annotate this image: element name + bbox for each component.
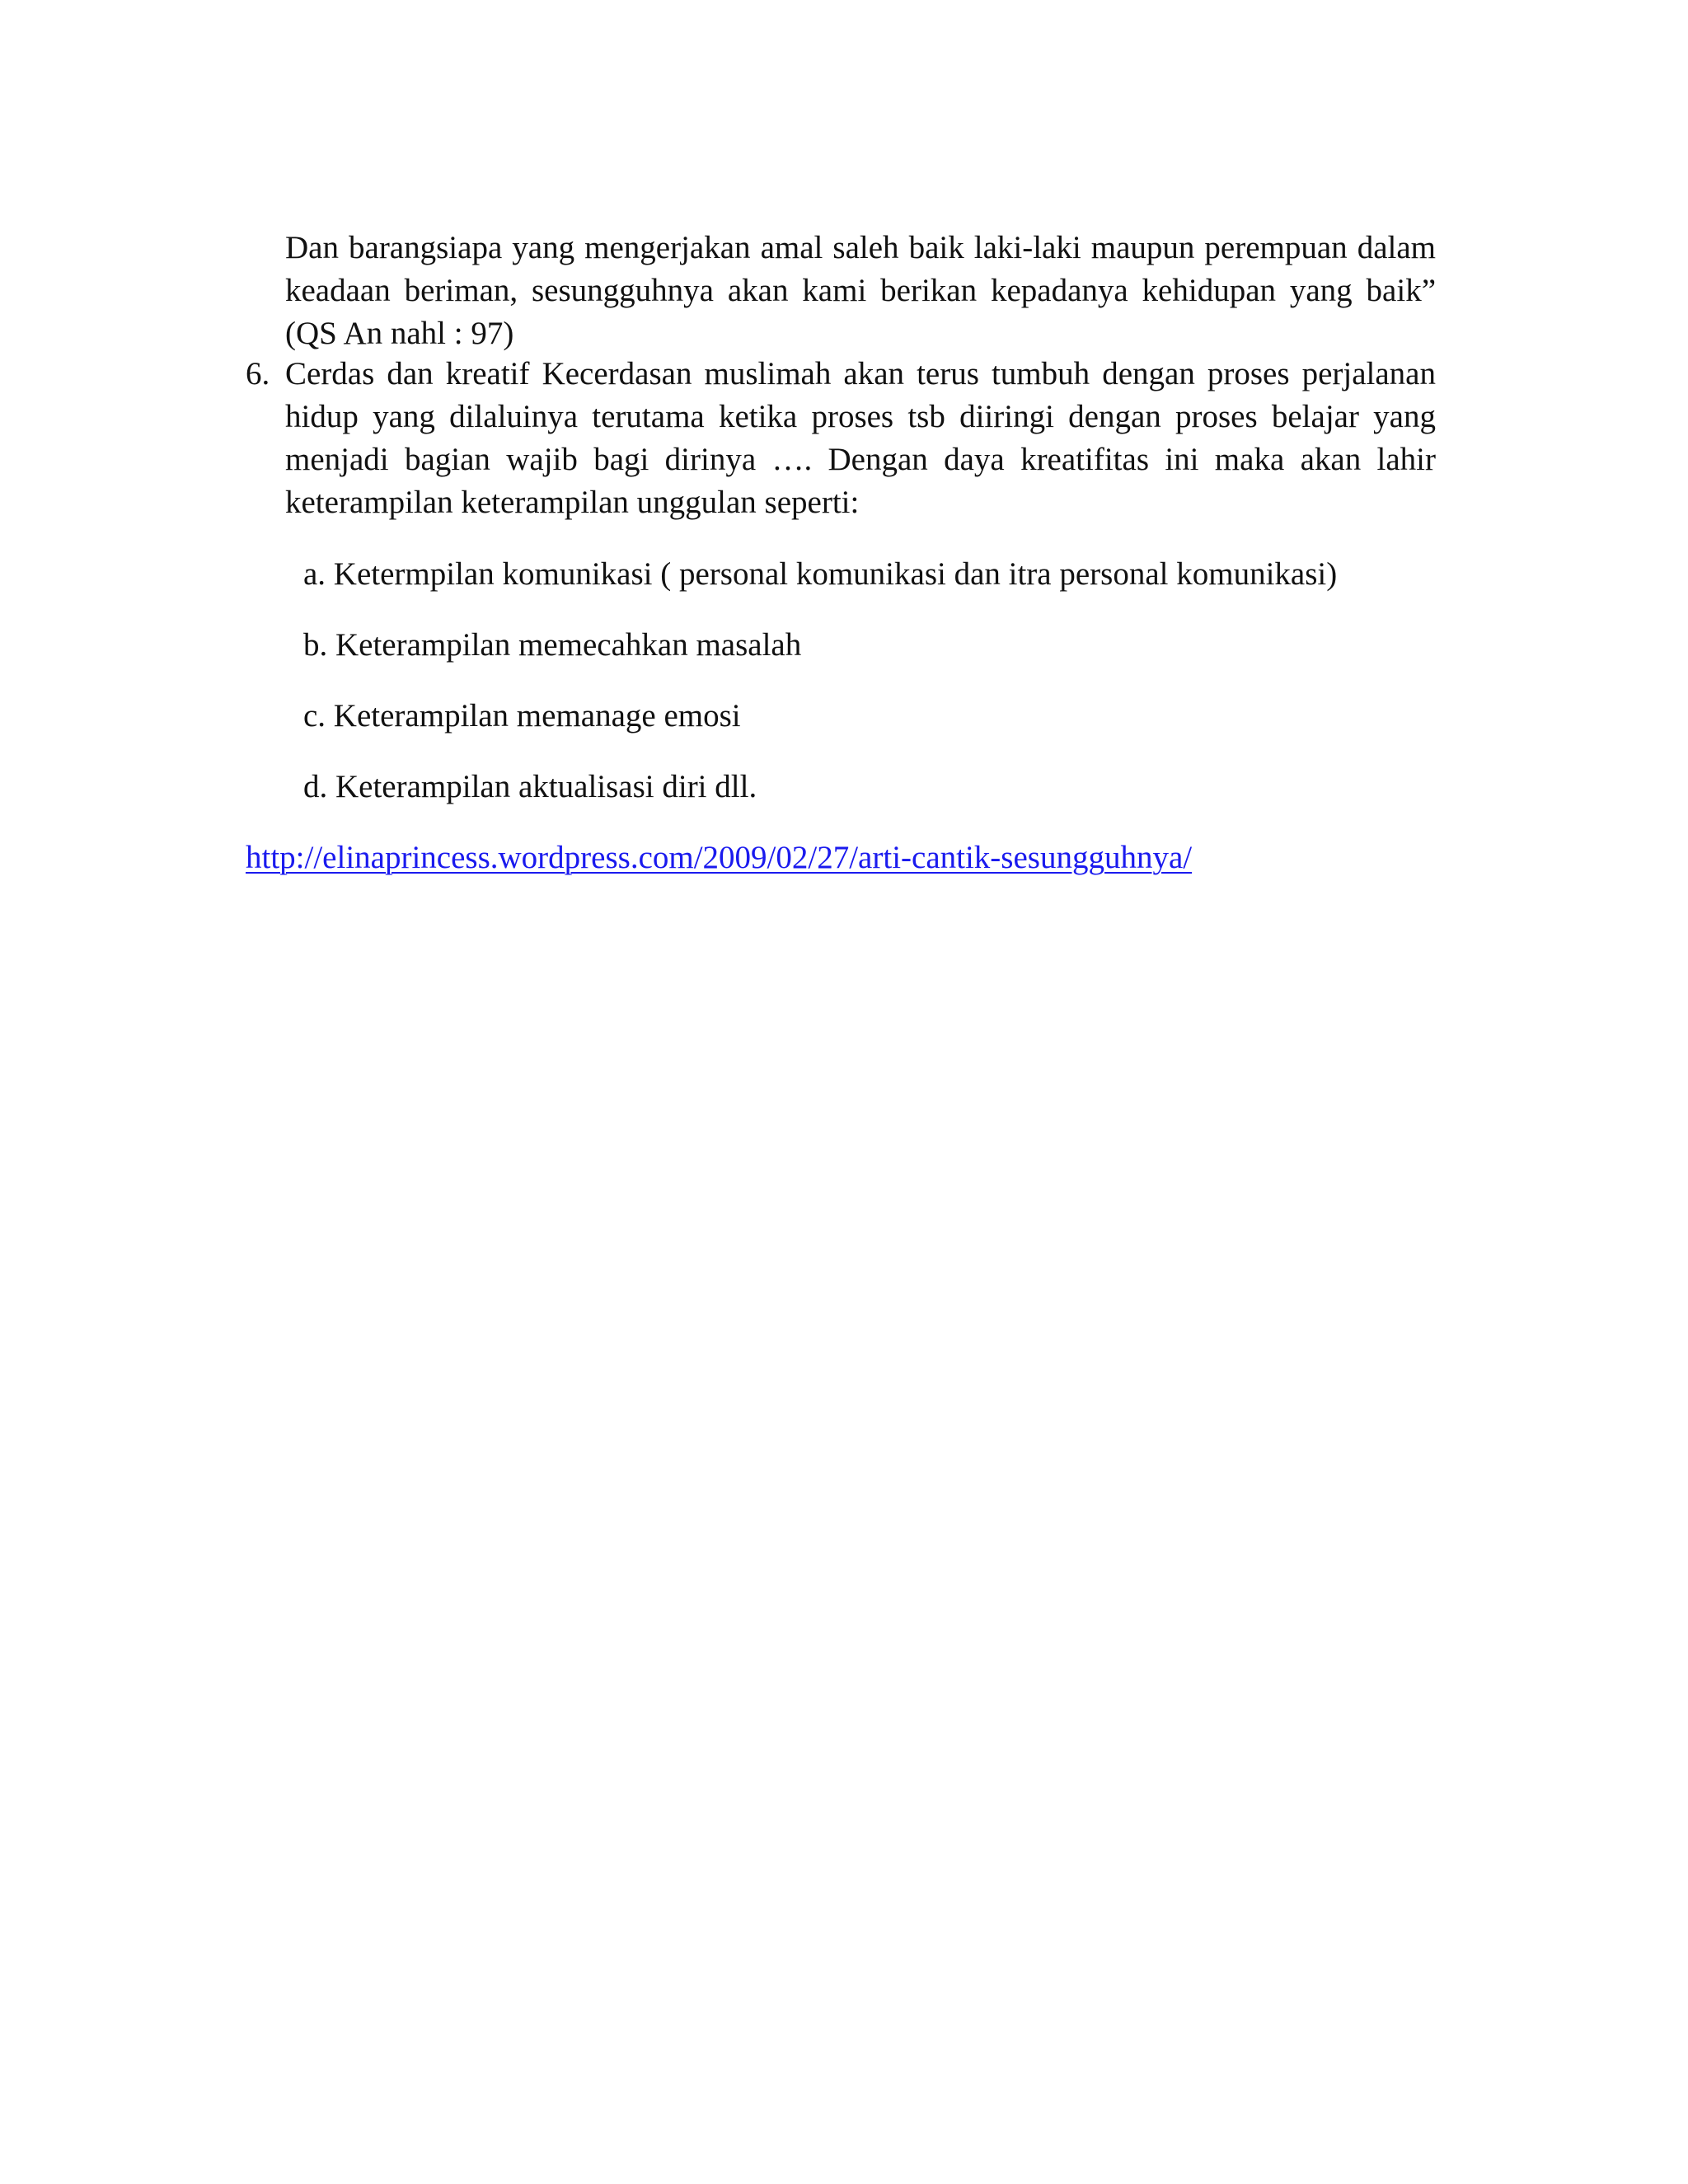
sub-item-b: b. Keterampilan memecahkan masalah	[303, 627, 802, 663]
continuation-paragraph: Dan barangsiapa yang mengerjakan amal saleh baik laki-laki maupun perempuan dalam keadaan beriman, sesungguhnya akan kami berikan kepadanya kehidupan yang baik” (QS An nahl : 97)	[285, 230, 1436, 351]
numbered-item-6	[246, 353, 1436, 524]
item-6-text: Cerdas dan kreatif Kecerdasan muslimah akan terus tumbuh dengan proses perjalanan hidup yang dilaluinya terutama ketika proses tsb diiringi dengan proses belajar yang menjadi bagian wajib bagi dirinya …. Dengan daya kreatifitas ini maka akan lahir keterampilan keterampilan unggulan seperti:	[285, 356, 1436, 520]
sub-item-c: c. Keterampilan memanage emosi	[303, 698, 741, 733]
sub-item-a: a. Ketermpilan komunikasi ( personal komunikasi dan itra personal komunikasi)	[303, 556, 1338, 592]
item-number: 6.	[246, 356, 270, 391]
source-link[interactable]: http://elinaprincess.wordpress.com/2009/02/27/arti-cantik-sesungguhnya/	[246, 840, 1193, 875]
sub-item-d: d. Keterampilan aktualisasi diri dll.	[303, 769, 757, 804]
